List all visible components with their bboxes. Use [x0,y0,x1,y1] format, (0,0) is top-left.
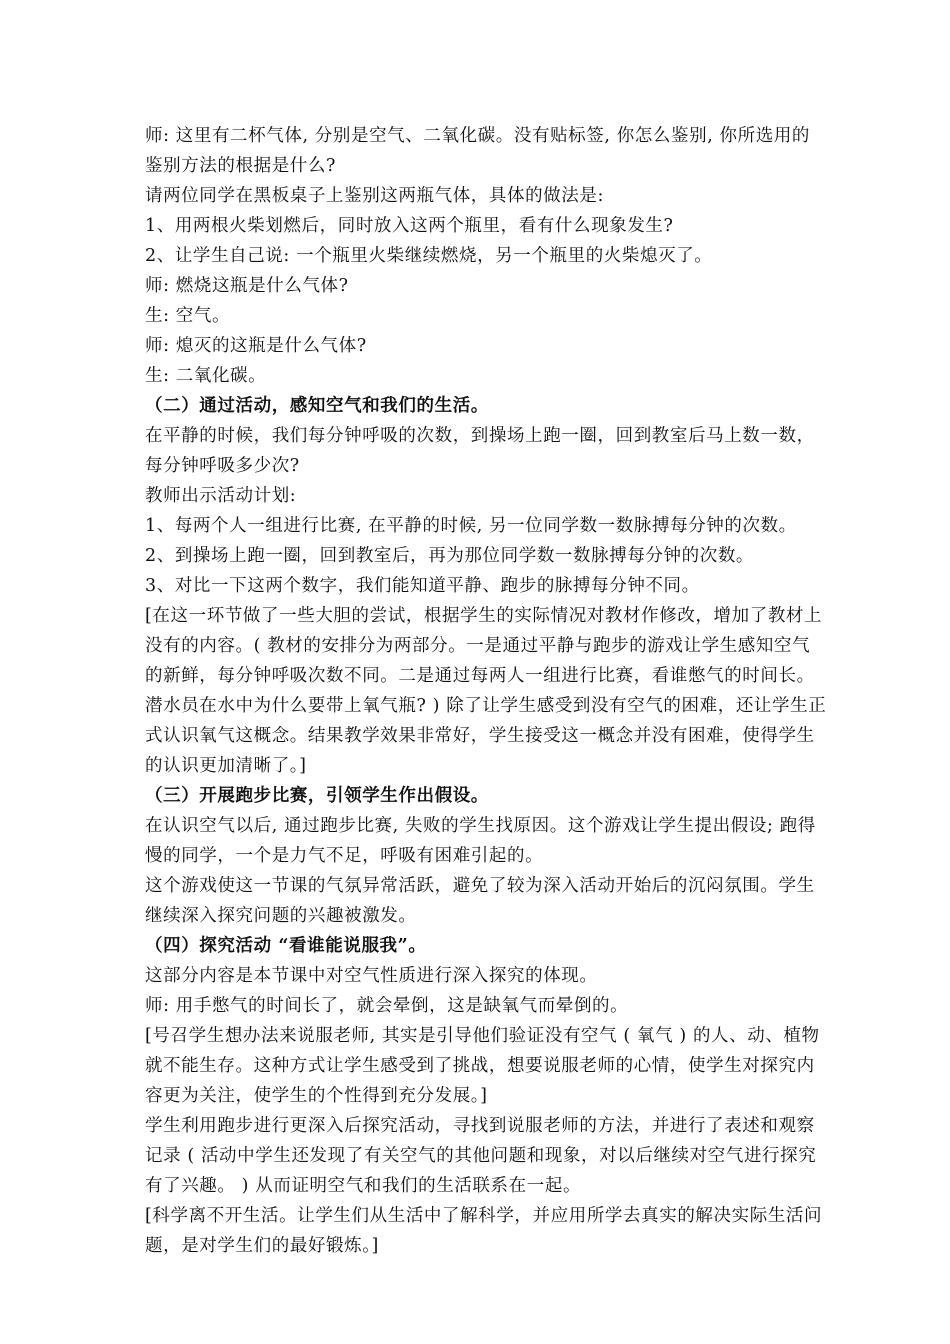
paragraph: 师: 这里有二杯气体, 分别是空气、二氧化碳。没有贴标签, 你怎么鉴别, 你所选用的鉴别方法的根据是什么? [145,126,811,176]
paragraph: [科学离不开生活。让学生们从生活中了解科学，并应用所学去真实的解决实际生活问题，是对学生们的最好锻炼。] [145,1206,823,1256]
section-heading: （三）开展跑步比赛，引领学生作出假设。 [145,786,489,806]
paragraph: 师: 燃烧这瓶是什么气体? [145,276,349,296]
paragraph: 1、每两个人一组进行比赛, 在平静的时候, 另一位同学数一数脉搏每分钟的次数。 [145,516,797,536]
paragraph: 1、用两根火柴划燃后，同时放入这两个瓶里，看有什么现象发生? [145,216,674,236]
paragraph: 在平静的时候，我们每分钟呼吸的次数，到操场上跑一圈，回到教室后马上数一数，每分钟呼吸多少次? [145,426,815,476]
paragraph: 生: 空气。 [145,306,231,326]
paragraph: 师: 熄灭的这瓶是什么气体? [145,336,367,356]
paragraph: 教师出示活动计划: [145,486,297,506]
paragraph: [在这一环节做了一些大胆的尝试，根据学生的实际情况对教材作修改，增加了教材上没有的内容。( 教材的安排分为两部分。一是通过平静与跑步的游戏让学生感知空气的新鲜，每分钟呼吸次数不同。二是通过每两人一组进行比赛，看谁憋气的时间长。潜水员在水中为什么要带上氧气瓶? ) 除了让学生感受到没有空气的困难，还让学生正式认识氧气这概念。结果教学效果非常好，学生接受这一概念并没有困难，使得学生的认识更加清晰了。] [145,606,827,776]
paragraph: 生: 二氧化碳。 [145,366,267,386]
paragraph: 这个游戏使这一节课的气氛异常活跃，避免了较为深入活动开始后的沉闷氛围。学生继续深入探究问题的兴趣被激发。 [145,876,815,926]
paragraph: 这部分内容是本节课中对空气性质进行深入探究的体现。 [145,966,598,986]
paragraph: 师: 用手憋气的时间长了，就会晕倒，这是缺氧气而晕倒的。 [145,996,629,1016]
paragraph: 学生利用跑步进行更深入后探究活动，寻找到说服老师的方法，并进行了表述和观察记录 ( 活动中学生还发现了有关空气的其他问题和现象，对以后继续对空气进行探究有了兴趣。 ) 从而证明空气和我们的生活联系在一起。 [145,1116,817,1196]
paragraph: 2、让学生自己说: 一个瓶里火柴继续燃烧，另一个瓶里的火柴熄灭了。 [145,246,713,266]
paragraph: 3、对比一下这两个数字，我们能知道平静、跑步的脉搏每分钟不同。 [145,576,700,596]
paragraph: [号召学生想办法来说服老师, 其实是引导他们验证没有空气 ( 氧气 ) 的人、动、植物就不能生存。这种方式让学生感受到了挑战，想要说服老师的心情，使学生对探究内容更为关注，使学生的个性得到充分发展。] [145,1026,820,1106]
paragraph: 请两位同学在黑板桌子上鉴别这两瓶气体，具体的做法是: [145,186,604,206]
paragraph: 2、到操场上跑一圈，回到教室后，再为那位同学数一数脉搏每分钟的次数。 [145,546,755,566]
document-page [145,121,827,1261]
section-heading: （二）通过活动，感知空气和我们的生活。 [145,396,489,416]
paragraph: 在认识空气以后, 通过跑步比赛, 失败的学生找原因。这个游戏让学生提出假设; 跑得慢的同学，一个是力气不足，呼吸有困难引起的。 [145,816,816,866]
section-heading: （四）探究活动 “看谁能说服我”。 [145,936,427,956]
